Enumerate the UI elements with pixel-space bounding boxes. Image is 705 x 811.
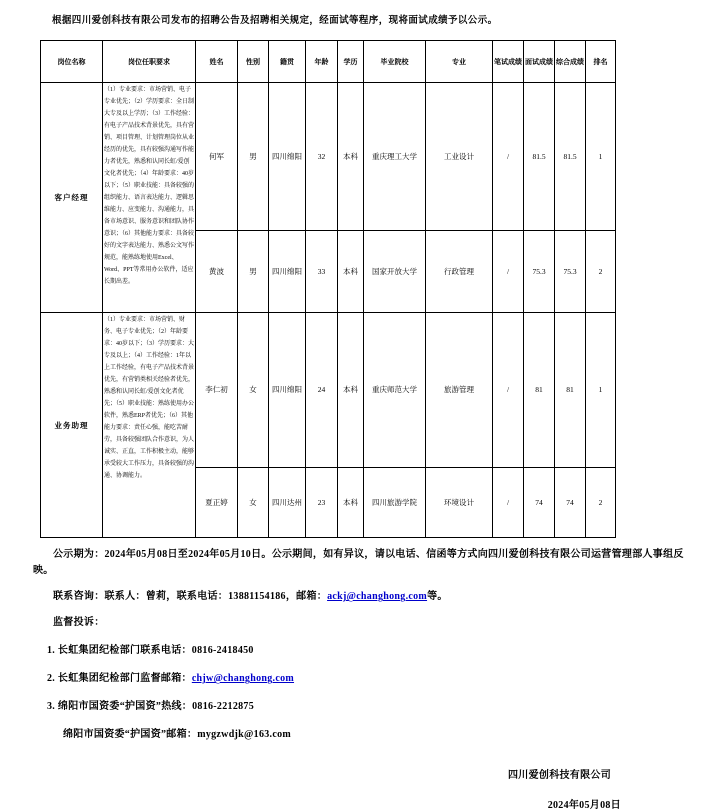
column-header-name: 姓名 — [196, 41, 238, 83]
column-header-school: 毕业院校 — [364, 41, 426, 83]
signature-date: 2024年05月08日 — [547, 800, 621, 811]
supervision-email-link[interactable]: chjw@changhong.com — [191, 673, 295, 685]
cell-written-score: / — [493, 231, 524, 313]
cell-interview-score: 81 — [524, 313, 555, 468]
cell-gender: 女 — [238, 313, 269, 468]
cell-school: 国家开放大学 — [364, 231, 426, 313]
cell-education: 本科 — [338, 83, 364, 231]
supervision-mailbox-text: 2. 长虹集团纪检部门监督邮箱： — [47, 673, 192, 685]
cell-written-score: / — [493, 313, 524, 468]
cell-interview-score: 74 — [524, 468, 555, 538]
cell-hometown: 四川绵阳 — [269, 313, 306, 468]
supervision-mailbox-2 — [47, 669, 693, 684]
table-row — [41, 83, 616, 231]
column-header-education: 学历 — [338, 41, 364, 83]
column-header-hometown: 籍贯 — [269, 41, 306, 83]
position-cell-customer-manager: 客户经理 — [41, 83, 103, 313]
cell-age: 32 — [306, 83, 338, 231]
table-row — [41, 313, 616, 468]
cell-name: 李仁初 — [196, 313, 238, 468]
cell-age: 24 — [306, 313, 338, 468]
supervision-hotline-3: 3. 绵阳市国资委“护国资”热线：0816-2212875 — [47, 701, 255, 713]
column-header-rank: 排名 — [586, 41, 616, 83]
supervision-title: 监督投诉： — [53, 617, 105, 629]
requirements-cell-customer-manager: （1）专业要求：市场营销、电子专业优先；（2）学历要求：全日制大专及以上学历；（3）工作经验：有电子产品技术背景优先，具有营销、项目管理、计划管理岗位从业经历的优先，具有较强沟通写作能力者优先，熟悉和认同长虹/爱创文化者优先；（4）年龄要求：40岁以下；（5）职业技能：具备较强的组织能力、语言表达能力、逻辑思维能力、应变能力、沟通能力，具备市场意识、服务意识和团队协作意识；（6）其他能力要求：具备较好的文字表达能力、熟悉公文写作规范，能熟练地使用Excel、Word、PPT等常用办公软件，适应长期出差。 — [103, 83, 196, 313]
cell-interview-score: 75.3 — [524, 231, 555, 313]
cell-overall-score: 81 — [555, 313, 586, 468]
cell-rank: 2 — [586, 231, 616, 313]
cell-overall-score: 75.3 — [555, 231, 586, 313]
cell-age: 33 — [306, 231, 338, 313]
column-header-interview-score: 面试成绩 — [524, 41, 555, 83]
cell-hometown: 四川绵阳 — [269, 83, 306, 231]
cell-major: 旅游管理 — [426, 313, 493, 468]
cell-school: 重庆师范大学 — [364, 313, 426, 468]
column-header-position: 岗位名称 — [41, 41, 103, 83]
company-signature: 四川爱创科技有限公司 — [508, 770, 611, 782]
column-header-major: 专业 — [426, 41, 493, 83]
cell-gender: 男 — [238, 231, 269, 313]
contact-suffix: 等。 — [427, 591, 448, 603]
contact-text: 联系咨询：联系人：曾莉，联系电话：13881154186，邮箱： — [53, 591, 328, 603]
column-header-gender: 性别 — [238, 41, 269, 83]
column-header-requirements: 岗位任职要求 — [103, 41, 196, 83]
cell-overall-score: 81.5 — [555, 83, 586, 231]
cell-gender: 女 — [238, 468, 269, 538]
requirements-cell-business-assistant: （1）专业要求：市场营销、财务、电子专业优先；（2）年龄要求：40岁以下；（3）学历要求：大专及以上；（4）工作经验：1年以上工作经验，有电子产品技术背景优先，有营销类相关经验者优先，熟悉和认同长虹/爱创文化者优先；（5）职业技能：熟练使用办公软件，熟悉ERP者优先；（6）其他能力要求：责任心强，能吃苦耐劳，具备较强团队合作意识，为人诚实、正直，工作积极主动，能够承受较大工作压力，具备较强的沟通、协调能力。 — [103, 313, 196, 538]
column-header-written-score: 笔试成绩 — [493, 41, 524, 83]
contact-email-link[interactable]: ackj@changhong.com — [327, 591, 428, 603]
cell-education: 本科 — [338, 313, 364, 468]
cell-written-score: / — [493, 83, 524, 231]
cell-rank: 1 — [586, 83, 616, 231]
cell-age: 23 — [306, 468, 338, 538]
cell-education: 本科 — [338, 231, 364, 313]
cell-rank: 2 — [586, 468, 616, 538]
cell-hometown: 四川绵阳 — [269, 231, 306, 313]
cell-overall-score: 74 — [555, 468, 586, 538]
cell-written-score: / — [493, 468, 524, 538]
cell-education: 本科 — [338, 468, 364, 538]
cell-gender: 男 — [238, 83, 269, 231]
table-header-row — [41, 41, 616, 83]
contact-line — [33, 587, 693, 602]
publicity-period-paragraph: 公示期为：2024年05月08日至2024年05月10日。公示期间，如有异议，请以电话、信函等方式向四川爱创科技有限公司运营管理部人事组反映。 — [33, 549, 684, 576]
cell-hometown: 四川达州 — [269, 468, 306, 538]
column-header-overall-score: 综合成绩 — [555, 41, 586, 83]
column-header-age: 年龄 — [306, 41, 338, 83]
supervision-hotline-1: 1. 长虹集团纪检部门联系电话：0816-2418450 — [47, 645, 254, 657]
cell-major: 工业设计 — [426, 83, 493, 231]
cell-major: 行政管理 — [426, 231, 493, 313]
cell-school: 重庆理工大学 — [364, 83, 426, 231]
cell-name: 夏正婷 — [196, 468, 238, 538]
cell-school: 四川旅游学院 — [364, 468, 426, 538]
intro-paragraph: 根据四川爱创科技有限公司发布的招聘公告及招聘相关规定，经面试等程序，现将面试成绩予以公示。 — [52, 16, 498, 26]
cell-interview-score: 81.5 — [524, 83, 555, 231]
cell-name: 何军 — [196, 83, 238, 231]
results-table — [40, 40, 616, 538]
cell-name: 黄波 — [196, 231, 238, 313]
cell-rank: 1 — [586, 313, 616, 468]
cell-major: 环境设计 — [426, 468, 493, 538]
supervision-mailbox-4: 绵阳市国资委“护国资”邮箱：mygzwdjk@163.com — [63, 729, 292, 741]
position-cell-business-assistant: 业务助理 — [41, 313, 103, 538]
